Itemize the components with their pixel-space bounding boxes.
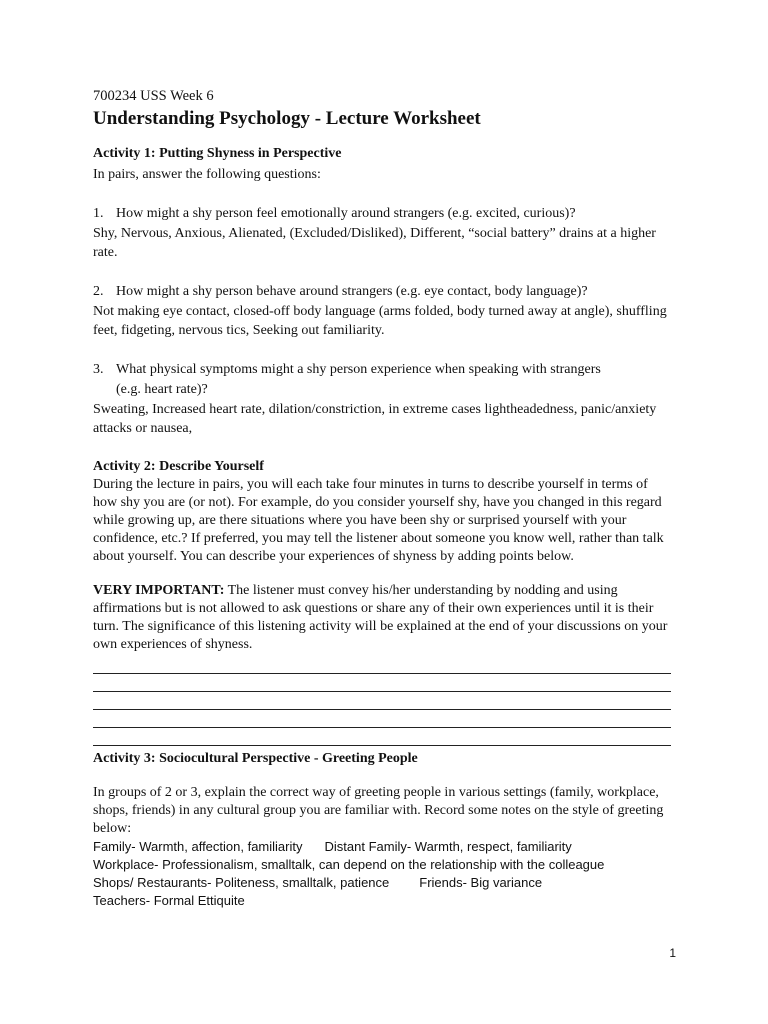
answer-line[interactable] <box>93 710 671 728</box>
question-2 <box>93 282 673 302</box>
question-3-number: 3. <box>93 362 104 377</box>
answer-line[interactable] <box>93 728 671 746</box>
answer-line[interactable] <box>93 692 671 710</box>
course-code: 700234 USS Week 6 <box>93 88 214 104</box>
activity2-body: During the lecture in pairs, you will each take four minutes in turns to describe yourself in terms of how shy you are (or not). For example, do you consider yourself shy, have you changed in this regard while growing up, are there situations where you have been shy or surprised yourself with your confidence, etc.? If preferred, you may tell the listener about someone you know well, rather than talk about yourself. You can describe your experiences of shyness by adding points below. <box>93 477 664 564</box>
note-teachers: Teachers- Formal Ettiquite <box>93 893 245 908</box>
page-title: Understanding Psychology - Lecture Worksheet <box>93 108 481 129</box>
activity1-heading: Activity 1: Putting Shyness in Perspective <box>93 146 342 161</box>
greeting-notes <box>93 838 673 910</box>
question-1-text: How might a shy person feel emotionally around strangers (e.g. excited, curious)? <box>116 206 576 221</box>
question-2-number: 2. <box>93 284 104 299</box>
question-3-text-continued: (e.g. heart rate)? <box>116 382 208 397</box>
note-workplace: Workplace- Professionalism, smalltalk, can depend on the relationship with the colleague <box>93 857 605 872</box>
question-3-text: What physical symptoms might a shy person experience when speaking with strangers <box>116 362 601 377</box>
question-2-text: How might a shy person behave around strangers (e.g. eye contact, body language)? <box>116 284 588 299</box>
answer-lines <box>93 656 673 746</box>
activity3-heading: Activity 3: Sociocultural Perspective - Greeting People <box>93 751 418 766</box>
important-text: The listener must convey his/her understanding by nodding and using affirmations but is not allowed to ask questions or share any of their own experiences until it is their turn. The significance of this listening activity will be explained at the end of your discussions on your own experiences of shyness. <box>93 583 668 652</box>
question-1 <box>93 204 673 224</box>
note-row-1 <box>93 838 673 856</box>
worksheet-page <box>93 87 673 910</box>
answer-2: Not making eye contact, closed-off body language (arms folded, body turned away at angle), shuffling feet, fidgeting, nervous tics, Seeking out familiarity. <box>93 304 667 338</box>
page-number: 1 <box>669 946 676 960</box>
question-3 <box>93 360 673 380</box>
important-label: VERY IMPORTANT: <box>93 583 225 598</box>
note-shops: Shops/ Restaurants- Politeness, smalltalk, patience <box>93 875 390 890</box>
note-row-3 <box>93 874 673 892</box>
answer-line[interactable] <box>93 656 671 674</box>
question-1-number: 1. <box>93 206 104 221</box>
answer-line[interactable] <box>93 674 671 692</box>
activity3-body: In groups of 2 or 3, explain the correct way of greeting people in various settings (family, workplace, shops, friends) in any cultural group you are familiar with. Record some notes on the style of greeting below: <box>93 785 664 836</box>
answer-3: Sweating, Increased heart rate, dilation/constriction, in extreme cases lightheadedness, panic/anxiety attacks or nausea, <box>93 402 657 436</box>
answer-1: Shy, Nervous, Anxious, Alienated, (Excluded/Disliked), Different, “social battery” drains at a higher rate. <box>93 226 656 260</box>
activity1-intro: In pairs, answer the following questions: <box>93 167 321 182</box>
activity2-heading: Activity 2: Describe Yourself <box>93 459 264 474</box>
note-family: Family- Warmth, affection, familiarity <box>93 839 303 854</box>
note-distant-family: Distant Family- Warmth, respect, familiarity <box>324 839 572 854</box>
note-friends: Friends- Big variance <box>419 875 543 890</box>
important-note <box>93 582 673 654</box>
